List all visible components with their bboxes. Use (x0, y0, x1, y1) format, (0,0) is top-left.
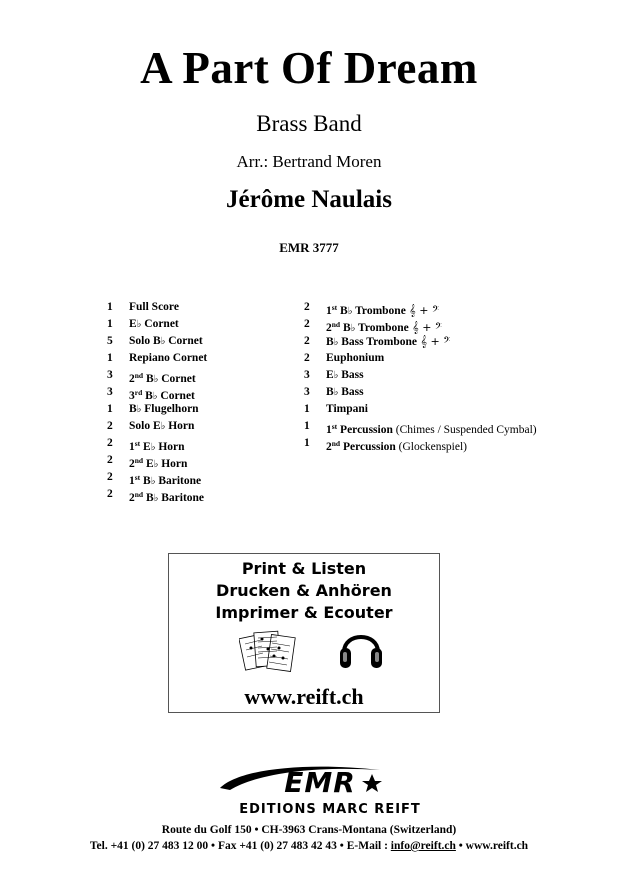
flat-sign: ♭ (333, 387, 339, 398)
part-instrument: Trombone (355, 322, 409, 334)
part-ordinal-suffix: nd (331, 439, 341, 448)
flat-sign: ♭ (350, 323, 356, 334)
part-prefix: B (326, 386, 334, 398)
flat-sign: ♭ (136, 319, 142, 330)
part-instrument: Percussion (340, 441, 396, 453)
part-instrument: Percussion (337, 424, 393, 436)
part-name (129, 299, 179, 316)
part-note: (Chimes / Suspended Cymbal) (392, 424, 537, 436)
part-prefix: 2 (129, 458, 135, 470)
part-prefix: 2 (129, 373, 135, 385)
part-prefix: 1 (129, 441, 135, 453)
part-quantity: 1 (304, 403, 310, 415)
part-quantity: 3 (304, 369, 310, 381)
part-instrument: Timpani (326, 403, 368, 415)
part-prefix: 1 (326, 424, 332, 436)
flat-sign: ♭ (153, 459, 159, 470)
part-key-letter: E (143, 458, 154, 470)
part-key-letter: B (143, 373, 154, 385)
promo-line-english: Print & Listen (241, 559, 367, 578)
part-quantity: 3 (304, 386, 310, 398)
part-name (326, 401, 368, 418)
contacts-phone-fax: Tel. +41 (0) 27 483 12 00 • Fax +41 (0) 27 483 42 43 • E-Mail : (89, 840, 391, 852)
part-quantity: 2 (107, 454, 113, 466)
part-quantity: 1 (107, 403, 113, 415)
part-instrument: Baritone (155, 475, 202, 487)
part-quantity: 2 (107, 471, 113, 483)
website-url[interactable]: www.reift.ch (244, 684, 364, 709)
part-ordinal-suffix: st (134, 439, 141, 448)
part-key-letter: B (337, 305, 348, 317)
part-quantity: 1 (304, 420, 310, 432)
emr-logo (200, 760, 460, 820)
part-name (129, 333, 203, 350)
part-name (326, 384, 364, 401)
part-name (129, 316, 179, 333)
flat-sign: ♭ (152, 391, 158, 402)
ensemble-subtitle: Brass Band (256, 111, 362, 136)
part-quantity: 1 (107, 352, 113, 364)
clef-icons: 𝄞 + 𝄢 (417, 335, 451, 348)
part-key-letter: B (143, 492, 154, 504)
part-instrument: Cornet (158, 373, 196, 385)
part-name (326, 350, 384, 367)
part-prefix: B (129, 403, 137, 415)
part-name (326, 367, 364, 384)
flat-sign: ♭ (150, 442, 156, 453)
flat-sign: ♭ (333, 370, 339, 381)
flat-sign: ♭ (347, 306, 353, 317)
part-instrument: Bass (338, 386, 364, 398)
sheet-music-icon (239, 626, 297, 678)
part-instrument: Horn (155, 441, 185, 453)
part-instrument: Full Score (129, 301, 179, 313)
contacts-website: • www.reift.ch (455, 840, 529, 852)
part-ordinal-suffix: nd (134, 456, 144, 465)
part-ordinal-suffix: st (331, 303, 338, 312)
piece-title: A Part Of Dream (140, 43, 478, 93)
part-ordinal-suffix: rd (134, 388, 143, 397)
part-instrument: Trombone (352, 305, 406, 317)
part-instrument: Horn (158, 458, 188, 470)
part-prefix: E (129, 318, 137, 330)
print-listen-box (168, 553, 440, 713)
part-key-letter: B (340, 322, 351, 334)
part-quantity: 5 (107, 335, 113, 347)
part-quantity: 2 (304, 352, 310, 364)
part-ordinal-suffix: nd (134, 490, 144, 499)
part-name (129, 350, 207, 367)
part-prefix: Solo B (129, 335, 161, 347)
part-quantity: 2 (107, 437, 113, 449)
part-quantity: 2 (304, 335, 310, 347)
arranger-credit: Arr.: Bertrand Moren (236, 152, 382, 171)
part-ordinal-suffix: nd (134, 371, 144, 380)
part-quantity: 1 (107, 318, 113, 330)
part-instrument: Repiano Cornet (129, 352, 208, 364)
part-name (129, 486, 204, 507)
part-prefix: 2 (326, 322, 332, 334)
part-quantity: 2 (107, 488, 113, 500)
part-instrument: Horn (165, 420, 195, 432)
part-quantity: 2 (107, 420, 113, 432)
part-instrument: Baritone (158, 492, 205, 504)
part-prefix: 3 (129, 390, 135, 402)
part-instrument: Euphonium (326, 352, 385, 364)
part-name (326, 435, 467, 456)
part-ordinal-suffix: st (134, 473, 141, 482)
part-prefix: 1 (326, 305, 332, 317)
part-name (129, 401, 199, 418)
part-instrument: Cornet (141, 318, 179, 330)
part-note: (Glockenspiel) (395, 441, 468, 453)
part-key-letter: B (140, 475, 151, 487)
emr-logo-wordmark: EDITIONS MARC REIFT (239, 802, 421, 817)
part-prefix: 2 (326, 441, 332, 453)
flat-sign: ♭ (160, 421, 166, 432)
flat-sign: ♭ (333, 337, 339, 348)
part-name (129, 418, 194, 435)
promo-line-german: Drucken & Anhören (216, 581, 392, 600)
part-prefix: 2 (129, 492, 135, 504)
flat-sign: ♭ (153, 493, 159, 504)
flat-sign: ♭ (136, 404, 142, 415)
flat-sign: ♭ (160, 336, 166, 347)
part-quantity: 2 (304, 301, 310, 313)
contact-email-link[interactable]: info@reift.ch (390, 840, 456, 852)
part-ordinal-suffix: st (331, 422, 338, 431)
part-instrument: Bass Trombone (338, 336, 417, 348)
clef-icons: 𝄞 + 𝄢 (405, 304, 440, 317)
part-instrument: Cornet (157, 390, 195, 402)
flat-sign: ♭ (150, 476, 156, 487)
part-quantity: 2 (304, 318, 310, 330)
part-key-letter: B (142, 390, 153, 402)
part-ordinal-suffix: nd (331, 320, 341, 329)
headphones-icon (337, 622, 385, 674)
flat-sign: ♭ (153, 374, 159, 385)
part-name (326, 333, 450, 351)
part-prefix: E (326, 369, 334, 381)
part-prefix: 1 (129, 475, 135, 487)
part-quantity: 3 (107, 386, 113, 398)
part-prefix: B (326, 336, 334, 348)
promo-line-french: Imprimer & Ecouter (215, 603, 393, 622)
part-key-letter: E (140, 441, 151, 453)
composer-name: Jérôme Naulais (226, 186, 392, 213)
emr-logo-mark: EMR (284, 766, 356, 799)
part-instrument: Bass (338, 369, 364, 381)
publisher-contacts (0, 840, 618, 852)
part-prefix: Solo E (129, 420, 161, 432)
publisher-address: Route du Golf 150 • CH-3963 Crans-Montana (Switzerland) (161, 824, 457, 836)
part-quantity: 1 (107, 301, 113, 313)
part-instrument: Cornet (165, 335, 203, 347)
clef-icons: 𝄞 + 𝄢 (408, 321, 442, 334)
part-quantity: 1 (304, 437, 310, 449)
catalog-code: EMR 3777 (279, 240, 339, 255)
part-quantity: 3 (107, 369, 113, 381)
part-instrument: Flugelhorn (141, 403, 199, 415)
